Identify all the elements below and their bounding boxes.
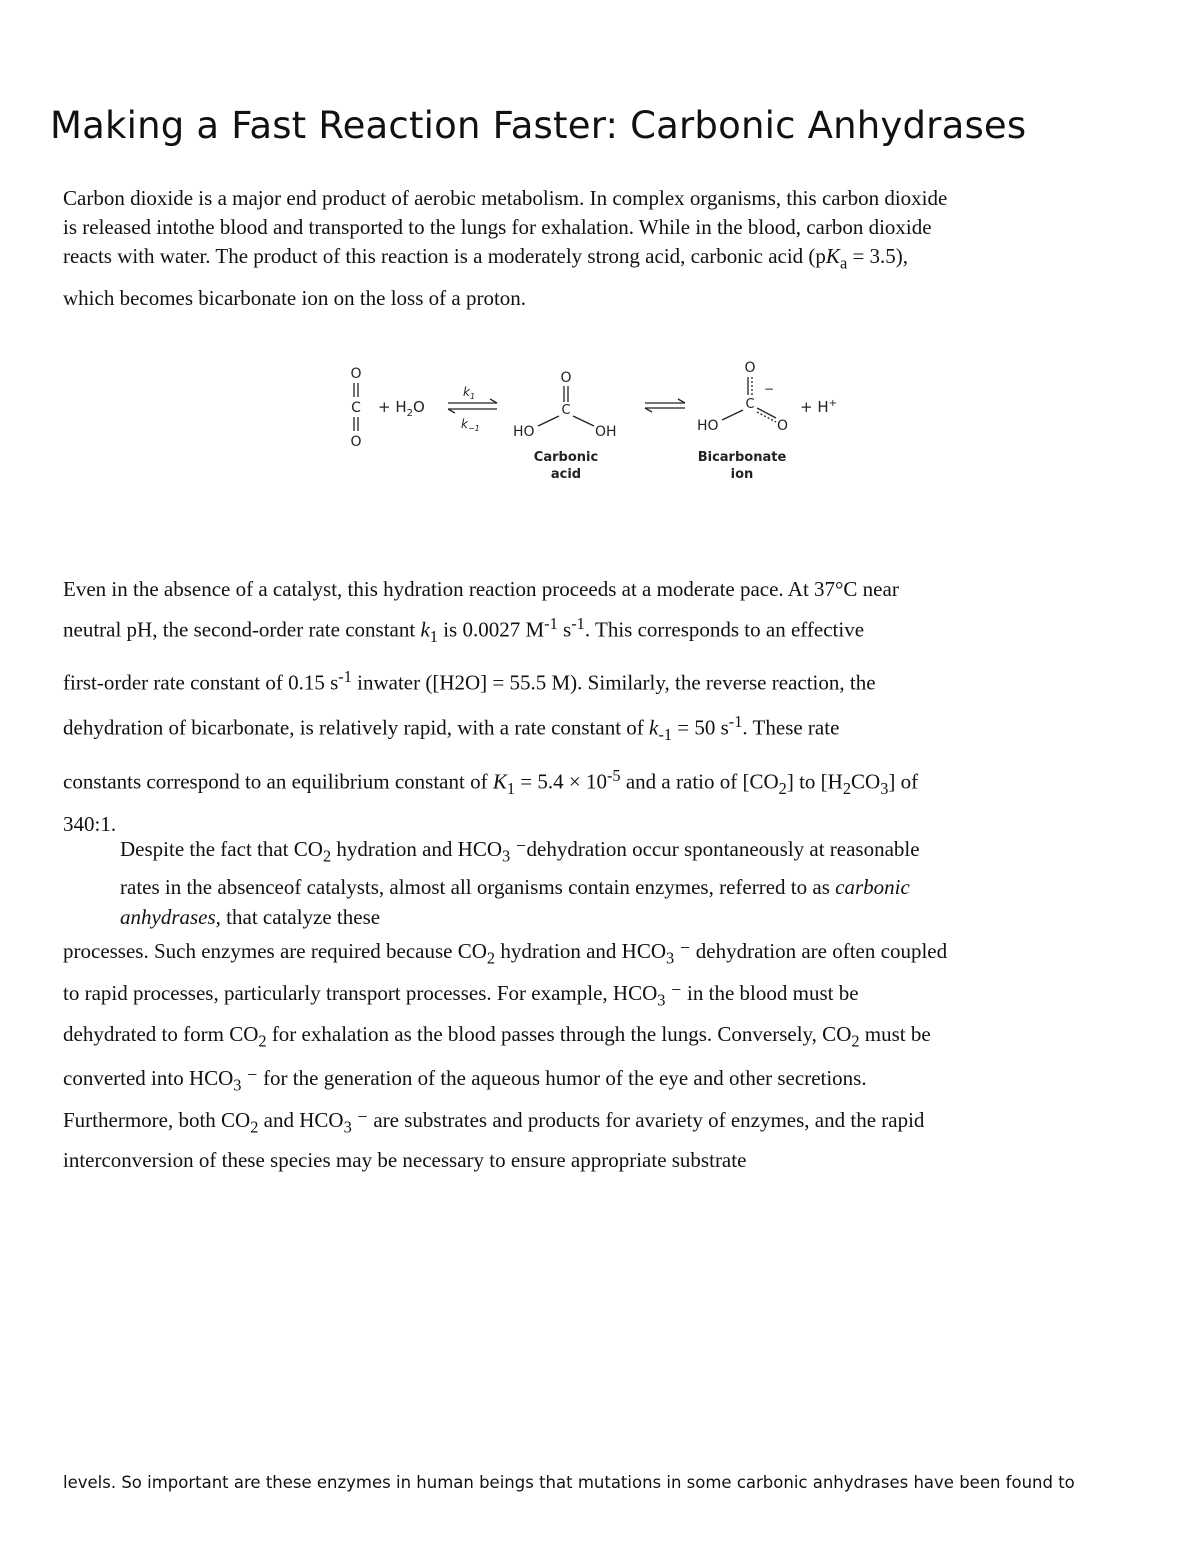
co2-oxygen-bottom: O <box>350 434 362 450</box>
reaction-scheme-figure <box>330 350 870 490</box>
carbonic-acid-ho: HO <box>513 424 535 440</box>
rate-constants-paragraph <box>63 574 1143 839</box>
bicarbonate-label-2: ion <box>730 467 754 482</box>
text-line: dehydration of bicarbonate, is relatively rapid, with a rate constant of $k_{-1} = 50$ $s^{-1}$. These rate <box>63 712 840 745</box>
footer-continuation-line: levels. So important are these enzymes in human beings that mutations in some carbonic anhydrases have been found to <box>63 1473 1075 1492</box>
enzymes-paragraph <box>63 933 1143 1176</box>
bicarbonate-label-1: Bicarbonate <box>697 450 787 465</box>
text-line: neutral pH, the second-order rate constant $k_1$ is 0.0027 $M^{-1}$ $s^{-1}$. This corresponds to an effective <box>63 614 865 647</box>
k1-label: $k_1$ <box>463 385 476 401</box>
bicarbonate-ho: HO <box>697 418 719 434</box>
intro-paragraph <box>63 184 1143 313</box>
text-line: to rapid processes, particularly transport processes. For example, $HCO_3$ ⁻ in the blood must be <box>63 980 859 1010</box>
carbonic-acid-label-2: acid <box>550 467 582 482</box>
carbonic-acid-label-1: Carbonic <box>533 450 599 465</box>
water-term: + $H_2O$ <box>378 398 425 419</box>
k-minus1-label: $k_{-1}$ <box>461 417 480 433</box>
text-line: reacts with water. The product of this reaction is a moderately strong acid, carbonic acid $(pK_a = 3.5)$, <box>63 244 909 273</box>
co2-carbon: C <box>351 400 361 416</box>
bicarbonate-o-minus: O <box>777 418 789 434</box>
carbonic-acid-oh: OH <box>595 424 617 440</box>
text-line: first-order rate constant of 0.15 $s^{-1}$ inwater ([H2O] = 55.5 M). Similarly, the reverse reaction, the <box>63 667 876 695</box>
text-line: 340:1. <box>63 811 117 836</box>
text-line: converted into $HCO_3$ ⁻ for the generation of the aqueous humor of the eye and other secretions. <box>63 1066 867 1095</box>
text-line: interconversion of these species may be necessary to ensure appropriate substrate <box>63 1147 747 1172</box>
indented-paragraph <box>120 834 1120 932</box>
text-line: Carbon dioxide is a major end product of aerobic metabolism. In complex organisms, this carbon dioxide <box>63 186 948 210</box>
text-line: processes. Such enzymes are required because $CO_2$ hydration and $HCO_3$ ⁻ dehydration are often coupled <box>63 939 948 968</box>
text-line: Despite the fact that $CO_2$ hydration and $HCO_3$ ⁻dehydration occur spontaneously at reasonable <box>120 837 920 866</box>
co2-oxygen-top: O <box>350 366 362 382</box>
text-line: rates in the absenceof catalysts, almost all organisms contain enzymes, referred to as carbonic <box>120 874 910 899</box>
text-line: Furthermore, both $CO_2$ and $HCO_3$ ⁻ are substrates and products for avariety of enzymes, and the rapid <box>63 1107 925 1137</box>
carbonic-acid-carbon: C <box>561 403 571 418</box>
bicarbonate-minus: − <box>764 382 775 396</box>
text-line: which becomes bicarbonate ion on the loss of a proton. <box>63 285 527 310</box>
text-line: is released intothe blood and transported to the lungs for exhalation. While in the blood, carbon dioxide <box>63 215 932 239</box>
bicarbonate-carbon: C <box>745 397 755 412</box>
proton-term: + H+ <box>800 398 838 416</box>
carbonic-acid-oxygen: O <box>560 370 572 386</box>
text-line: Even in the absence of a catalyst, this hydration reaction proceeds at a moderate pace. At 37°C near <box>63 577 899 601</box>
page-title: Making a Fast Reaction Faster: Carbonic Anhydrases <box>50 104 1027 147</box>
text-line: anhydrases, that catalyze these <box>120 904 381 929</box>
text-line: dehydrated to form $CO_2$ for exhalation as the blood passes through the lungs. Conversely, $CO_2$ must be <box>63 1022 931 1052</box>
bicarbonate-oxygen: O <box>744 360 756 376</box>
text-line: constants correspond to an equilibrium constant of $K_1 = 5.4 \times 10^{-5}$ and a ratio of $[CO_2]$ to $[H_2CO_3]$ of <box>63 765 919 798</box>
